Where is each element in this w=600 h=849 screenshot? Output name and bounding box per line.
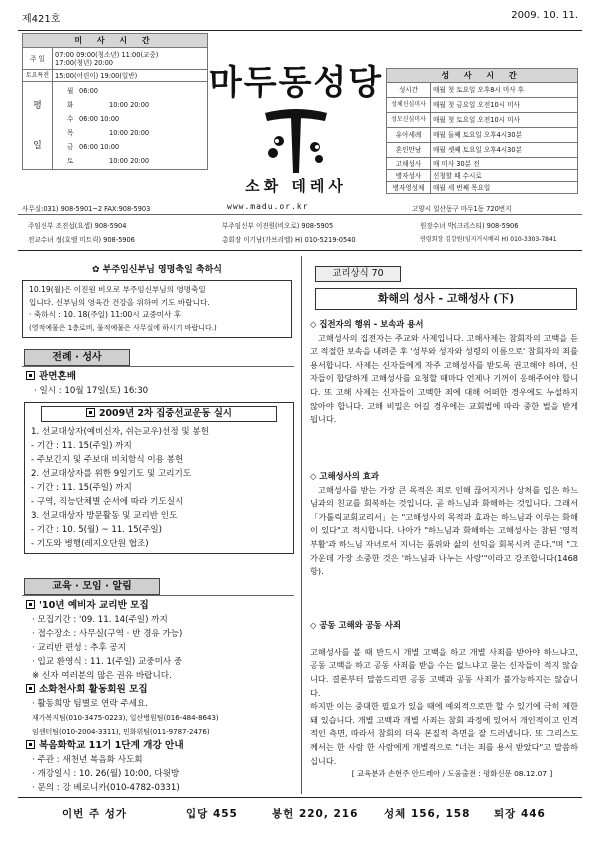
- contact-rule: [18, 214, 582, 215]
- mass-sunday-line2: 17:00(청년) 20:00: [55, 58, 113, 67]
- mass-sunday-line1: 07:00 09:00(청소년) 11:00(교중): [55, 50, 159, 59]
- contact-assistant: 부주임신부 이진원(비오로) 908-5905: [222, 222, 334, 230]
- weekday-wed: 수: [67, 114, 74, 123]
- square-bullet-icon: [26, 600, 35, 609]
- catechumen-line-1: · 모집기간 : '09. 11. 14(주일) 까지: [32, 615, 168, 625]
- evangelization-line-3: · 문의 : 강 베로니카(010-4782-0331): [32, 783, 180, 793]
- catechumen-line-4: · 입교 환영식 : 11. 1(주일) 교중미사 중: [32, 657, 183, 667]
- sacrament-value-2: 매월 첫 토요일 오전10시 미사: [431, 113, 578, 128]
- angel-society-line-2: 재가복지팀(010-3475-0223), 일산병원팀(016-484-8643): [32, 714, 219, 722]
- weekday-thu: 목: [67, 128, 74, 137]
- congrats-line-3: · 축하식 : 10. 18(주일) 11:00시 교중미사 후: [29, 310, 182, 319]
- education-notices: [26, 599, 296, 795]
- sacrament-label-5: 고해성사: [387, 158, 431, 170]
- hymn-label: 이번 주 성가: [62, 808, 128, 820]
- doctrine-badge: 교리상식 70: [315, 266, 401, 282]
- mass-sunday-label: 주 일: [23, 48, 53, 70]
- education-rule: [22, 595, 294, 596]
- parish-address: 고양시 일산동구 마두1동 720번지: [412, 205, 512, 213]
- office-contact: 사무실:031) 908-5901~2 FAX:908-5903: [22, 205, 151, 213]
- hymn-recessional: 퇴장 446: [494, 808, 546, 820]
- catechumen-title: '10년 예비자 교리반 모집: [39, 600, 149, 611]
- hymn-communion: 성체 156, 158: [384, 808, 471, 820]
- doctrine-text-2: 고해성사를 받는 가장 큰 목적은 죄로 인해 끊어지거나 상처를 입은 하느님과의 친교를 회복하는 것입니다. 곧 하느님과 화해하는 것입니다. 그래서 「가톨릭교회교리서」는 "고해성사의 목적과 효과는 하느님과 이루는 화해이 있다"고 적시합니다. 나아가 "하느님과 화해하는 고해성사는 참된 '영적 부활'과 하느님 자녀로서 지니는 품위와 삶의 선익을 회복시켜 준다."며 "그 가운데 가장 소중한 것은 '하느님과 나누는 사랑'"이라고 강조합니다(1468항).: [310, 484, 578, 577]
- header-rule: [18, 30, 582, 31]
- sacrament-label-1: 성체신심미사: [387, 98, 431, 113]
- parish-url[interactable]: www.madu.or.kr: [227, 202, 309, 211]
- square-bullet-icon: [26, 371, 35, 380]
- sacrament-value-0: 매월 첫 토요일 오후8시 미사 후: [431, 83, 578, 98]
- campaign-line-9: - 기도와 병행(레지오단원 협조): [31, 539, 149, 549]
- congrats-line-1: 10.19(월)은 이진원 비오로 부주임신부님의 영명축일: [29, 285, 206, 294]
- hymn-entrance: 입당 455: [186, 808, 238, 820]
- doctrine-heading-3: ◇ 공동 고해와 공동 사죄: [310, 619, 401, 630]
- congrats-notice: [22, 262, 292, 358]
- weekday-tue: 화: [67, 100, 74, 109]
- contact-council-president: 총회장 이기남(가브리엘) H) 010-5219-0540: [222, 236, 356, 244]
- congrats-line-2: 입니다. 신부님의 영육간 건강을 위하여 기도 바랍니다.: [29, 297, 210, 307]
- sacrament-label-7: 병자영성체: [387, 182, 431, 194]
- campaign-line-8: - 기간 : 10. 5(월) ~ 11. 15(주일): [31, 525, 162, 535]
- body-rule: [18, 250, 582, 251]
- cross-with-roses-icon: [207, 101, 385, 181]
- weekday-sat: 토: [67, 156, 74, 165]
- mass-weekday-label-1: 평: [33, 100, 42, 111]
- weekday-mon-times: 06:00: [79, 86, 99, 95]
- doctrine-heading-2: ◇ 고해성사의 효과: [310, 471, 379, 481]
- weekday-mon: 월: [67, 86, 74, 95]
- flower-icon: ✿: [92, 265, 100, 275]
- contact-sister-superior: 원장수녀 박(크리스티) 908-5906: [420, 222, 519, 230]
- doctrine-section-3: [310, 605, 578, 782]
- dispensation-detail: · 일시 : 10월 17일(토) 16:30: [34, 386, 149, 396]
- sacrament-label-6: 병자성사: [387, 170, 431, 182]
- sacrament-label-2: 성모신심미사: [387, 113, 431, 128]
- congrats-line-4: (영적예물은 1층로비, 물적예물은 사무실에 하시기 바랍니다.): [29, 323, 217, 332]
- angel-society-line-3: 임센터팀(010-2004-3311), 민화위팀(011-9787-2476): [32, 728, 210, 736]
- contact-funeral-president: 연령회장 김강원(임지거시베리 H) 010-3303-7841: [420, 236, 557, 243]
- liturgy-rule: [22, 366, 294, 367]
- dispensation-title: 관면혼배: [39, 371, 77, 382]
- catechumen-line-5: ※ 신자 여러분의 많은 권유 바랍니다.: [32, 671, 172, 681]
- sacrament-value-7: 매월 세 번째 목요일: [431, 182, 578, 194]
- sacrament-schedule: [386, 68, 578, 194]
- doctrine-section-2: [310, 470, 578, 579]
- sacrament-label-0: 성시간: [387, 83, 431, 98]
- weekday-thu-times: 10:00 20:00: [109, 128, 150, 137]
- square-bullet-icon: [86, 408, 95, 417]
- sacrament-value-4: 매월 셋째 토요일 오후4시30분: [431, 143, 578, 158]
- doctrine-text-3: 고해성사를 볼 때 반드시 개별 고백을 하고 개별 사죄를 받아야 하느냐고, 공동 고백을 하고 공동 사죄를 받을 수는 없느냐고 묻는 신자들이 적지 않습니다. 결론부터 말씀드리면 공동 고백과 공동 사죄가 불가능하지는 않습니다. 하지만 이는 중대한 필요가 있을 때에 예외적으로만 할 수 있기에 극히 제한돼 있습니다. 개별 고백과 개별 사죄는 참회 과정에 있어서 개인적이고 인격적인 측면, 따라서 참회의 더욱 본질적 측면을 잘 드러냅니다. 또 그리스도께서는 한 사람 한 사람에게 개별적으로 "너는 죄를 용서 받았다"고 말씀하십니다.: [310, 646, 578, 766]
- angel-society-line-1: · 활동희망 팀별로 연락 주세요.: [32, 699, 149, 709]
- doctrine-title: 화해의 성사 - 고해성사 (下): [315, 288, 577, 310]
- evangelization-title: 복음화학교 11기 1단계 개강 안내: [39, 740, 184, 751]
- campaign-line-1: 1. 선교대상자(예비신자, 쉬는교우)선정 및 봉헌: [31, 427, 209, 437]
- mass-weekday-label-2: 일: [33, 140, 42, 151]
- square-bullet-icon: [26, 740, 35, 749]
- liturgy-header: 전례 · 성사: [24, 349, 130, 366]
- campaign-line-3: - 주보긴지 및 주보대 비치함식 이용 봉헌: [31, 455, 184, 465]
- campaign-line-5: - 기간 : 11. 15(주일) 까지: [31, 483, 132, 493]
- campaign-line-7: 3. 선교대상자 방문활동 및 교리반 인도: [31, 511, 178, 521]
- doctrine-heading-1: ◇ 집전자의 행위 - 보속과 용서: [310, 319, 424, 329]
- weekday-tue-times: 10:00 20:00: [109, 100, 150, 109]
- weekday-fri: 금: [67, 142, 74, 151]
- contact-pastor: 주임신부 조진섭(요셉) 908-5904: [28, 222, 127, 230]
- parish-logo: [207, 63, 385, 208]
- parish-patron: 소화 데레사: [245, 177, 347, 195]
- hymn-offertory: 봉헌 220, 216: [272, 808, 359, 820]
- parish-name: 마두동성당: [208, 63, 384, 103]
- sacrament-value-6: 신청할 때 수시로: [431, 170, 578, 182]
- campaign-line-4: 2. 선교대상자를 위한 9일기도 및 고리기도: [31, 469, 192, 479]
- issue-date: 2009. 10. 11.: [511, 10, 578, 21]
- congrats-title: 부주임신부님 영명축일 축하식: [102, 265, 222, 275]
- mass-saturday-label: 토요특전: [23, 70, 53, 82]
- doctrine-source: [ 교육분과 손현주 안드레아 / 도움출전 : 평화신문 08.12.07 ]: [351, 769, 553, 778]
- evangelization-line-1: · 주관 : 새천년 복음화 사도회: [32, 755, 143, 765]
- weekday-fri-times: 06:00 10:00: [79, 142, 120, 151]
- doctrine-text-1: 고해성사의 집전자는 주교와 사제입니다. 고해사제는 참회자의 고백을 듣고 적절한 보속을 내려준 후 '성부와 성자와 성령의 이름으로' 참회자의 죄를 용서합니다. 사제는 신자들에게 자주 고해성사를 받도록 권고해야 하며, 신자들이 합당하게 고해성사를 요청할 때마다 언제나 기꺼이 응해주어야 합니다. 또 고해 사제는 신자들이 고백한 죄에 대해 어떠한 경우에도 누설하지 않아야 합니다. 고해 비밀은 어길 경우에는 교회법에 따라 중한 벌을 받게 됩니다.: [310, 332, 578, 425]
- evangelization-line-2: · 개강일시 : 10. 26(월) 10:00, 다윗방: [32, 769, 180, 779]
- issue-number: 제421호: [22, 14, 61, 25]
- sacrament-value-5: 매 미사 30분 전: [431, 158, 578, 170]
- sacrament-value-3: 매월 둘째 토요일 오후4시30분: [431, 128, 578, 143]
- mass-saturday-times: 15:00(어린이) 19:00(일반): [53, 70, 208, 82]
- sacrament-label-4: 혼인만남: [387, 143, 431, 158]
- campaign-title: 2009년 2차 집중선교운동 실시: [99, 408, 232, 419]
- footer-rule: [18, 797, 582, 798]
- mass-schedule-title: 미 사 시 간: [23, 34, 208, 48]
- contact-mission-sister: 전교수녀 정(호엠 미트릭) 908-5906: [28, 236, 135, 244]
- catechumen-line-3: · 교리반 편성 : 추후 공지: [32, 643, 127, 653]
- mission-campaign-box: [24, 402, 294, 554]
- campaign-line-2: - 기간 : 11. 15(주일) 까지: [31, 441, 132, 451]
- doctrine-section-1: [310, 318, 578, 427]
- sacrament-label-3: 유아세례: [387, 128, 431, 143]
- education-header: 교육 · 모임 · 알림: [24, 578, 160, 595]
- weekday-sat-times: 10:00 20:00: [109, 156, 150, 165]
- angel-society-title: 소화천사회 활동회원 모집: [39, 684, 148, 695]
- square-bullet-icon: [26, 684, 35, 693]
- sacrament-schedule-title: 성 사 시 간: [387, 69, 578, 83]
- catechumen-line-2: · 접수장소 : 사무실(구역 · 반 경유 가능): [32, 629, 183, 639]
- dispensation-item: [26, 370, 76, 384]
- column-divider: [301, 256, 302, 794]
- campaign-line-6: - 구역, 직능단체별 순서에 따라 기도실시: [31, 497, 184, 507]
- weekday-wed-times: 06:00 10:00: [79, 114, 120, 123]
- mass-schedule: [22, 33, 208, 170]
- sacrament-value-1: 매월 첫 금요일 오전10시 미사: [431, 98, 578, 113]
